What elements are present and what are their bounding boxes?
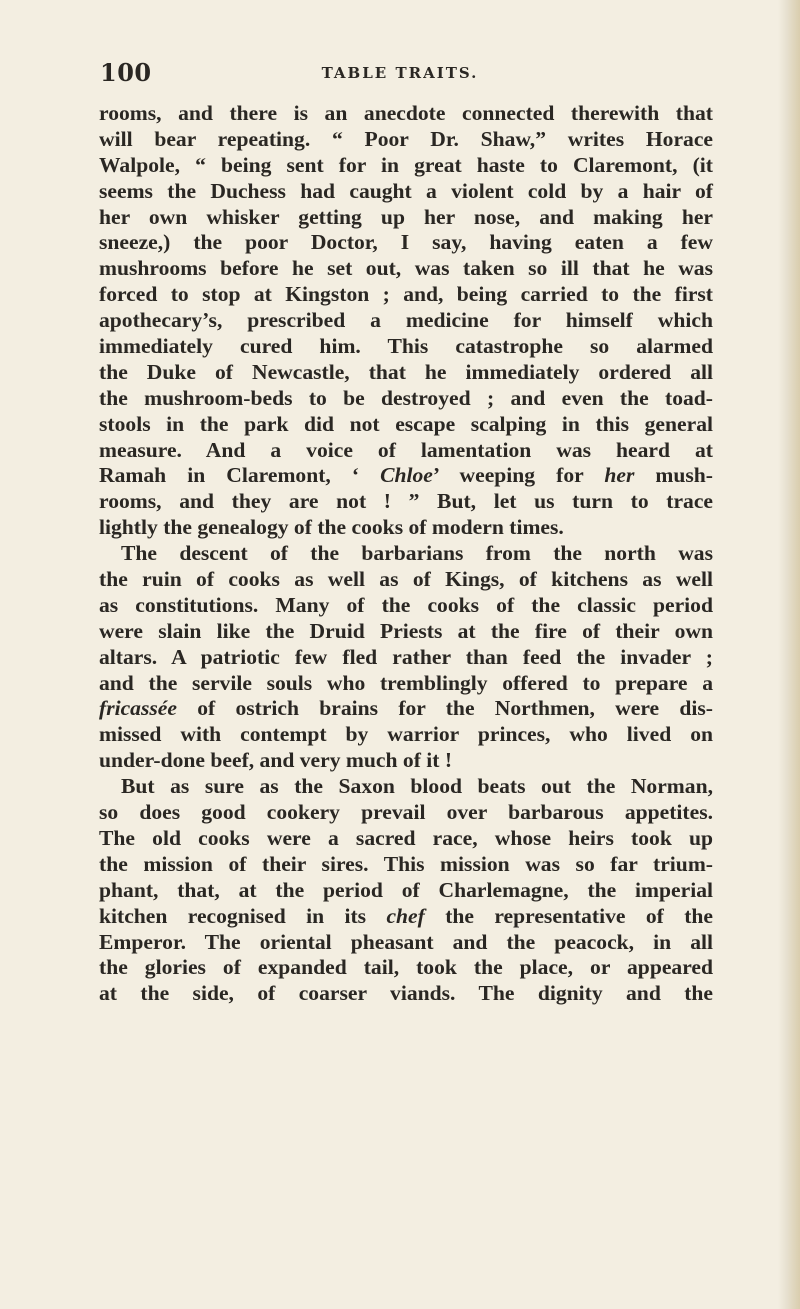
text-line: rooms, and there is an anecdote connected therewith that [99, 101, 713, 125]
text-line: Ramah in Claremont, ‘ Chloe’ weeping for her mush- [99, 463, 713, 488]
text-line-paragraph-start: But as sure as the Saxon blood beats out the Norman, [121, 774, 713, 799]
text-line: phant, that, at the period of Charlemagne, the imperial [99, 877, 713, 902]
text-line: missed with contempt by warrior princes, who lived on [99, 722, 713, 747]
text-line: measure. And a voice of lamentation was heard at [99, 437, 713, 462]
text-line: rooms, and they are not ! ” But, let us turn to trace [99, 489, 713, 514]
page-header [100, 58, 700, 88]
text-line: at the side, of coarser viands. The dignity and the [99, 981, 713, 1006]
text-line: Walpole, “ being sent for in great haste to Claremont, (it [99, 152, 713, 177]
page-number: 100 [100, 58, 152, 87]
text-line: lightly the genealogy of the cooks of modern times. [99, 515, 564, 540]
text-line-paragraph-start: The descent of the barbarians from the north was [121, 541, 713, 566]
running-title: TABLE TRAITS. [321, 64, 479, 82]
text-line: under-done beef, and very much of it ! [99, 748, 453, 773]
text-line: seems the Duchess had caught a violent cold by a hair of [99, 178, 713, 203]
text-line: immediately cured him. This catastrophe so alarmed [99, 334, 713, 359]
text-line: the Duke of Newcastle, that he immediately ordered all [99, 359, 713, 384]
text-line: the mission of their sires. This mission was so far trium- [99, 851, 713, 876]
text-line: fricassée of ostrich brains for the Northmen, were dis- [99, 696, 713, 721]
text-line: so does good cookery prevail over barbarous appetites. [99, 800, 713, 825]
text-line: as constitutions. Many of the cooks of the classic period [99, 592, 713, 617]
text-line: mushrooms before he set out, was taken so ill that he was [99, 256, 713, 281]
text-line: forced to stop at Kingston ; and, being carried to the first [99, 282, 713, 307]
text-line: altars. A patriotic few fled rather than feed the invader ; [99, 644, 713, 669]
page-edge-shading [778, 0, 800, 1309]
text-line: Emperor. The oriental pheasant and the peacock, in all [99, 929, 713, 954]
body-text [99, 101, 713, 1007]
text-line: the ruin of cooks as well as of Kings, of kitchens as well [99, 567, 713, 592]
italic-word-chef: chef [386, 903, 425, 928]
text-line: sneeze,) the poor Doctor, I say, having eaten a few [99, 230, 713, 255]
italic-word-fricassee: fricassée [99, 696, 177, 721]
text-line: apothecary’s, prescribed a medicine for himself which [99, 308, 713, 333]
text-line: her own whisker getting up her nose, and making her [99, 204, 713, 229]
italic-word-chloe: Chloe [380, 463, 433, 488]
text-line: will bear repeating. “ Poor Dr. Shaw,” writes Horace [99, 126, 713, 151]
text-line: The old cooks were a sacred race, whose heirs took up [99, 825, 713, 850]
text-line: stools in the park did not escape scalping in this general [99, 411, 713, 436]
text-line: and the servile souls who tremblingly offered to prepare a [99, 670, 713, 695]
italic-word-her: her [604, 463, 635, 488]
text-line: kitchen recognised in its chef the representative of the [99, 903, 714, 928]
text-line: were slain like the Druid Priests at the fire of their own [99, 618, 713, 643]
text-line: the glories of expanded tail, took the place, or appeared [99, 955, 713, 980]
text-line: the mushroom-beds to be destroyed ; and even the toad- [99, 385, 713, 410]
